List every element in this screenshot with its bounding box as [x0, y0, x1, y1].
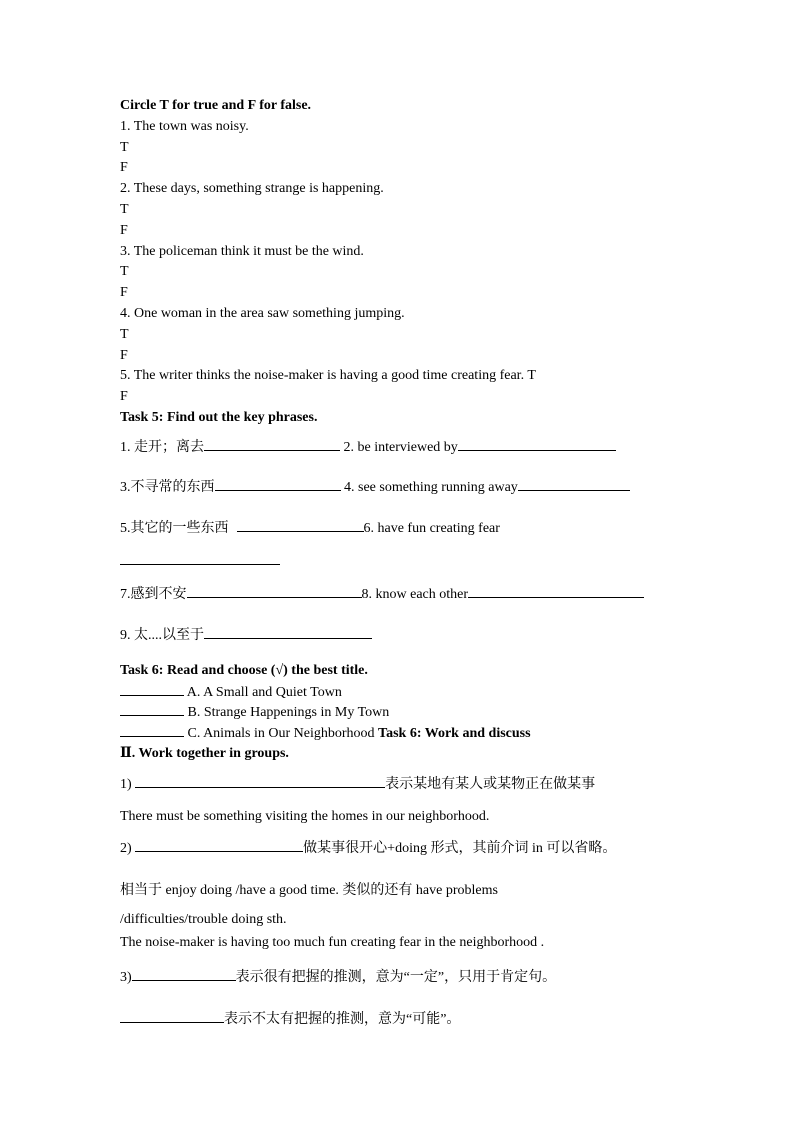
phrase-2-blank[interactable]: [458, 437, 616, 451]
task5-row-1: [120, 429, 680, 467]
phrase-1-blank[interactable]: [204, 437, 340, 451]
phrase-8-prompt: 8. know each other: [361, 586, 469, 602]
tf-item-3-false[interactable]: F: [120, 285, 128, 301]
q1-row: [120, 769, 680, 801]
tf-heading: Circle T for true and F for false.: [120, 98, 312, 113]
section2-heading: Ⅱ. Work together in groups.: [120, 745, 289, 761]
task6-work-discuss-heading: Task 6: Work and discuss: [378, 726, 531, 742]
tf-item-4-false[interactable]: F: [120, 347, 128, 363]
phrase-3-blank[interactable]: [215, 477, 341, 491]
q2-number: 2): [120, 840, 136, 856]
phrase-9-blank[interactable]: [204, 625, 372, 639]
q2-note-2: /difficulties/trouble doing sth.: [120, 911, 287, 927]
tf-item-1: 1. The town was noisy.: [120, 118, 249, 134]
task5-row-3: [120, 508, 680, 550]
phrase-6-prompt: 6. have fun creating fear: [363, 521, 500, 537]
tf-item-2-false[interactable]: F: [120, 222, 128, 238]
q1-description: 表示某地有某人或某物正在做某事: [385, 776, 596, 792]
task5-row-4: [120, 574, 680, 616]
tf-item-4-true[interactable]: T: [120, 326, 129, 342]
q3-description-1: 表示很有把握的推测，意为“一定”，只用于肯定句。: [235, 969, 557, 985]
phrase-7-blank[interactable]: [187, 584, 362, 598]
phrase-8-blank[interactable]: [468, 584, 644, 598]
phrase-1-prompt: 1. 走开；离去: [120, 439, 204, 455]
phrase-5-blank[interactable]: [237, 518, 364, 532]
q3-blank-1[interactable]: [132, 967, 236, 981]
q2-description: 做某事很开心+doing 形式，其前介词 in 可以省略。: [303, 840, 617, 856]
phrase-4-blank[interactable]: [518, 477, 630, 491]
q2-blank[interactable]: [135, 838, 303, 852]
option-c-label: C. Animals in Our Neighborhood: [184, 726, 379, 742]
q3-description-2: 表示不太有把握的推测，意为“可能”。: [224, 1011, 461, 1027]
option-a-label: A. A Small and Quiet Town: [184, 684, 342, 700]
tf-item-5: 5. The writer thinks the noise-maker is having a good time creating fear. T: [120, 368, 536, 384]
phrase-9-prompt: 9. 太....以至于: [120, 628, 204, 644]
tf-item-3-true[interactable]: T: [120, 264, 129, 280]
q2-note-1: 相当于 enjoy doing /have a good time. 类似的还有 have problems: [120, 882, 498, 898]
q1-blank[interactable]: [135, 774, 385, 788]
option-a-check-blank[interactable]: [120, 682, 184, 696]
q2-example: The noise-maker is having too much fun creating fear in the neighborhood .: [120, 934, 545, 950]
phrase-2-prompt: 2. be interviewed by: [343, 439, 458, 455]
phrase-4-prompt: 4. see something running away: [344, 479, 518, 495]
q1-example: There must be something visiting the homes in our neighborhood.: [120, 808, 490, 824]
task5-row-5: [120, 615, 680, 657]
q3-blank-2[interactable]: [120, 1009, 224, 1023]
option-c-check-blank[interactable]: [120, 723, 184, 737]
task6-heading: Task 6: Read and choose (√) the best title.: [120, 662, 368, 678]
task5-row-3b: [120, 550, 680, 574]
task5-heading: Task 5: Find out the key phrases.: [120, 409, 318, 425]
tf-item-4: 4. One woman in the area saw something jumping.: [120, 305, 405, 321]
q3-row-2: [120, 1004, 680, 1036]
q1-number: 1): [120, 776, 136, 792]
tf-item-2-true[interactable]: T: [120, 201, 129, 217]
task6-option-c: [120, 723, 680, 744]
tf-item-1-true[interactable]: T: [120, 139, 129, 155]
tf-item-2: 2. These days, something strange is happening.: [120, 181, 384, 197]
phrase-6-blank[interactable]: [120, 551, 280, 565]
phrase-5-prompt: 5.其它的一些东西: [120, 521, 229, 537]
tf-item-3: 3. The policeman think it must be the wind.: [120, 243, 364, 259]
tf-item-5-false[interactable]: F: [120, 389, 128, 405]
task6-option-b: [120, 702, 680, 723]
worksheet-page: [120, 96, 680, 1036]
option-b-label: B. Strange Happenings in My Town: [184, 705, 390, 721]
q3-row: [120, 962, 680, 994]
phrase-3-prompt: 3.不寻常的东西: [120, 479, 215, 495]
q3-number: 3): [120, 969, 132, 985]
phrase-7-prompt: 7.感到不安: [120, 586, 187, 602]
tf-item-1-false[interactable]: F: [120, 160, 128, 176]
task5-row-2: [120, 467, 680, 509]
task6-option-a: [120, 682, 680, 703]
option-b-check-blank[interactable]: [120, 702, 184, 716]
q2-row: [120, 833, 680, 865]
